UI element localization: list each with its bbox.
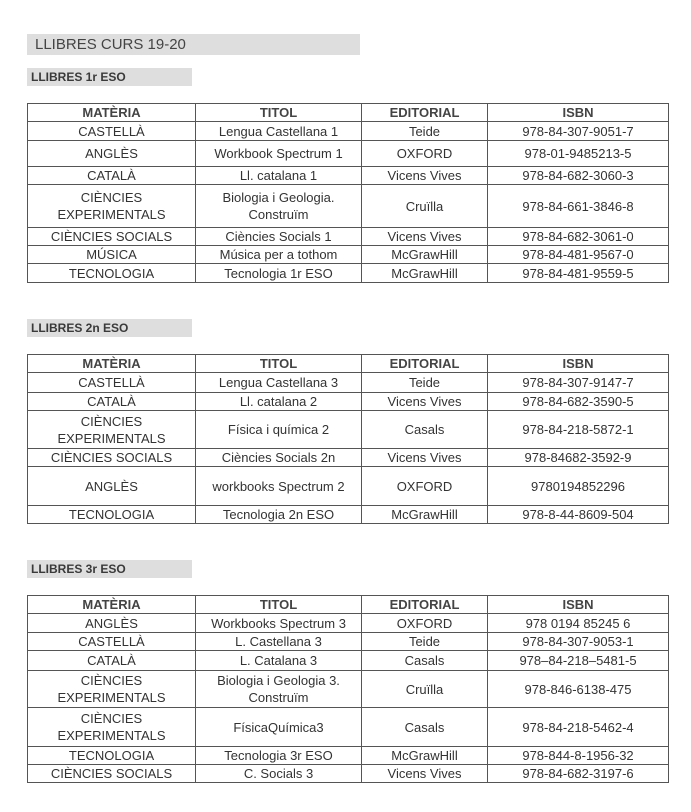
cell-publisher: Teide: [362, 633, 488, 651]
table-row: [28, 506, 669, 524]
cell-subject: ANGLÈS: [28, 141, 196, 167]
column-header-publisher: EDITORIAL: [362, 104, 488, 122]
column-header-isbn: ISBN: [488, 104, 669, 122]
cell-title: Biologia i Geologia 3. Construïm: [196, 671, 362, 708]
cell-subject: CATALÀ: [28, 651, 196, 671]
cell-isbn: 9780194852296: [488, 467, 669, 506]
table-row: [28, 411, 669, 449]
table-row: [28, 246, 669, 264]
table-row: [28, 633, 669, 651]
cell-subject: CATALÀ: [28, 167, 196, 185]
section-heading: LLIBRES 2n ESO: [27, 319, 192, 337]
table-row: [28, 614, 669, 633]
cell-subject: ANGLÈS: [28, 614, 196, 633]
cell-publisher: OXFORD: [362, 141, 488, 167]
cell-publisher: Vicens Vives: [362, 393, 488, 411]
cell-title: Tecnologia 1r ESO: [196, 264, 362, 283]
cell-isbn: 978-84-682-3590-5: [488, 393, 669, 411]
cell-title: Tecnologia 2n ESO: [196, 506, 362, 524]
table-row: [28, 467, 669, 506]
document-title: LLIBRES CURS 19-20: [27, 34, 360, 55]
cell-isbn: 978-84682-3592-9: [488, 449, 669, 467]
cell-publisher: OXFORD: [362, 614, 488, 633]
cell-publisher: Cruïlla: [362, 185, 488, 228]
cell-title: C. Socials 3: [196, 765, 362, 783]
cell-subject: CASTELLÀ: [28, 373, 196, 393]
table-row: [28, 651, 669, 671]
header-row: [28, 104, 669, 122]
cell-publisher: Casals: [362, 651, 488, 671]
column-header-isbn: ISBN: [488, 355, 669, 373]
cell-title: Ll. catalana 1: [196, 167, 362, 185]
cell-title: Workbook Spectrum 1: [196, 141, 362, 167]
cell-title: Ciències Socials 2n: [196, 449, 362, 467]
cell-title: Lengua Castellana 3: [196, 373, 362, 393]
table-row: [28, 765, 669, 783]
cell-title: Lengua Castellana 1: [196, 122, 362, 141]
cell-subject: CASTELLÀ: [28, 122, 196, 141]
cell-publisher: McGrawHill: [362, 264, 488, 283]
cell-isbn: 978-84-307-9053-1: [488, 633, 669, 651]
cell-isbn: 978-84-481-9567-0: [488, 246, 669, 264]
cell-subject: CIÈNCIES EXPERIMENTALS: [28, 671, 196, 708]
cell-isbn: 978-84-682-3061-0: [488, 228, 669, 246]
column-header-subject: MATÈRIA: [28, 596, 196, 614]
books-table: [27, 595, 669, 783]
section-heading: LLIBRES 1r ESO: [27, 68, 192, 86]
cell-subject: CIÈNCIES EXPERIMENTALS: [28, 708, 196, 747]
cell-subject: CATALÀ: [28, 393, 196, 411]
column-header-publisher: EDITORIAL: [362, 355, 488, 373]
column-header-subject: MATÈRIA: [28, 104, 196, 122]
column-header-title: TITOL: [196, 596, 362, 614]
cell-isbn: 978-84-682-3060-3: [488, 167, 669, 185]
cell-publisher: Vicens Vives: [362, 167, 488, 185]
table-row: [28, 671, 669, 708]
cell-subject: CIÈNCIES EXPERIMENTALS: [28, 185, 196, 228]
header-row: [28, 596, 669, 614]
cell-publisher: McGrawHill: [362, 506, 488, 524]
cell-publisher: Vicens Vives: [362, 449, 488, 467]
cell-publisher: Cruïlla: [362, 671, 488, 708]
cell-subject: CASTELLÀ: [28, 633, 196, 651]
cell-subject: MÚSICA: [28, 246, 196, 264]
cell-subject: TECNOLOGIA: [28, 747, 196, 765]
section-heading: LLIBRES 3r ESO: [27, 560, 192, 578]
cell-title: Biologia i Geologia. Construïm: [196, 185, 362, 228]
cell-title: Workbooks Spectrum 3: [196, 614, 362, 633]
cell-publisher: Vicens Vives: [362, 228, 488, 246]
column-header-subject: MATÈRIA: [28, 355, 196, 373]
cell-isbn: 978-84-661-3846-8: [488, 185, 669, 228]
cell-publisher: Teide: [362, 373, 488, 393]
table-row: [28, 185, 669, 228]
books-table: [27, 103, 669, 283]
cell-subject: TECNOLOGIA: [28, 506, 196, 524]
cell-publisher: McGrawHill: [362, 747, 488, 765]
cell-title: L. Castellana 3: [196, 633, 362, 651]
table-row: [28, 122, 669, 141]
cell-publisher: Vicens Vives: [362, 765, 488, 783]
header-row: [28, 355, 669, 373]
cell-title: L. Catalana 3: [196, 651, 362, 671]
cell-publisher: Teide: [362, 122, 488, 141]
cell-isbn: 978–84-218–5481-5: [488, 651, 669, 671]
cell-subject: CIÈNCIES SOCIALS: [28, 228, 196, 246]
cell-title: Ciències Socials 1: [196, 228, 362, 246]
cell-subject: TECNOLOGIA: [28, 264, 196, 283]
cell-isbn: 978-844-8-1956-32: [488, 747, 669, 765]
cell-isbn: 978-01-9485213-5: [488, 141, 669, 167]
cell-publisher: McGrawHill: [362, 246, 488, 264]
cell-publisher: OXFORD: [362, 467, 488, 506]
cell-title: FísicaQuímica3: [196, 708, 362, 747]
cell-title: Ll. catalana 2: [196, 393, 362, 411]
cell-publisher: Casals: [362, 708, 488, 747]
cell-subject: CIÈNCIES SOCIALS: [28, 449, 196, 467]
cell-isbn: 978-84-481-9559-5: [488, 264, 669, 283]
cell-isbn: 978-84-218-5462-4: [488, 708, 669, 747]
column-header-publisher: EDITORIAL: [362, 596, 488, 614]
cell-subject: CIÈNCIES SOCIALS: [28, 765, 196, 783]
cell-isbn: 978-84-307-9051-7: [488, 122, 669, 141]
cell-isbn: 978-84-682-3197-6: [488, 765, 669, 783]
table-row: [28, 228, 669, 246]
table-row: [28, 141, 669, 167]
table-row: [28, 167, 669, 185]
cell-isbn: 978-84-218-5872-1: [488, 411, 669, 449]
cell-isbn: 978-8-44-8609-504: [488, 506, 669, 524]
cell-publisher: Casals: [362, 411, 488, 449]
table-row: [28, 708, 669, 747]
table-row: [28, 747, 669, 765]
column-header-title: TITOL: [196, 355, 362, 373]
table-row: [28, 373, 669, 393]
cell-title: workbooks Spectrum 2: [196, 467, 362, 506]
column-header-isbn: ISBN: [488, 596, 669, 614]
cell-isbn: 978-846-6138-475: [488, 671, 669, 708]
cell-isbn: 978 0194 85245 6: [488, 614, 669, 633]
cell-title: Música per a tothom: [196, 246, 362, 264]
cell-subject: CIÈNCIES EXPERIMENTALS: [28, 411, 196, 449]
table-row: [28, 264, 669, 283]
table-row: [28, 449, 669, 467]
cell-title: Física i química 2: [196, 411, 362, 449]
column-header-title: TITOL: [196, 104, 362, 122]
table-row: [28, 393, 669, 411]
cell-subject: ANGLÈS: [28, 467, 196, 506]
cell-isbn: 978-84-307-9147-7: [488, 373, 669, 393]
cell-title: Tecnologia 3r ESO: [196, 747, 362, 765]
books-table: [27, 354, 669, 524]
